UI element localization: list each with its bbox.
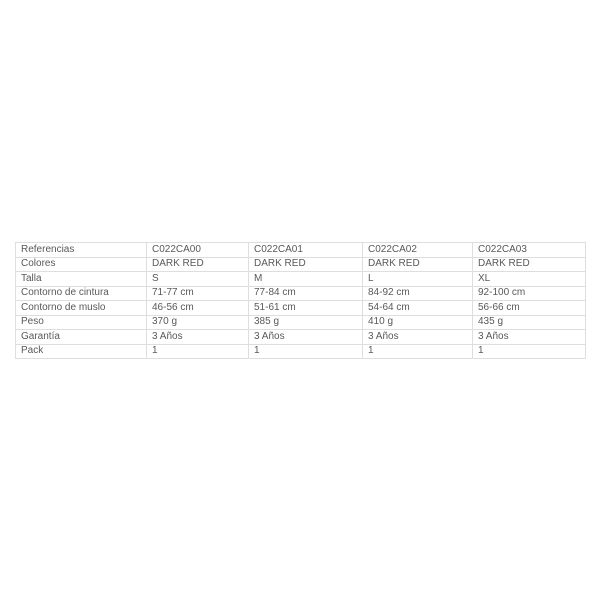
spec-value-cell: 1 <box>249 344 363 359</box>
spec-value-cell: DARK RED <box>147 257 249 272</box>
spec-value-cell: C022CA01 <box>249 243 363 258</box>
spec-value-cell: 1 <box>363 344 473 359</box>
spec-value-cell: 1 <box>147 344 249 359</box>
spec-row-label: Contorno de cintura <box>16 286 147 301</box>
spec-value-cell: C022CA02 <box>363 243 473 258</box>
table-row <box>16 257 586 272</box>
spec-value-cell: DARK RED <box>363 257 473 272</box>
spec-value-cell: C022CA00 <box>147 243 249 258</box>
spec-value-cell: 370 g <box>147 315 249 330</box>
table-row <box>16 330 586 345</box>
table-row <box>16 243 586 258</box>
spec-row-label: Pack <box>16 344 147 359</box>
spec-value-cell: 92-100 cm <box>473 286 586 301</box>
table-row <box>16 272 586 287</box>
spec-row-label: Talla <box>16 272 147 287</box>
table-row <box>16 344 586 359</box>
spec-value-cell: 3 Años <box>363 330 473 345</box>
spec-value-cell: 84-92 cm <box>363 286 473 301</box>
spec-row-label: Referencias <box>16 243 147 258</box>
spec-value-cell: M <box>249 272 363 287</box>
spec-value-cell: C022CA03 <box>473 243 586 258</box>
spec-value-cell: 1 <box>473 344 586 359</box>
spec-row-label: Garantía <box>16 330 147 345</box>
table-row <box>16 286 586 301</box>
spec-row-label: Colores <box>16 257 147 272</box>
spec-value-cell: XL <box>473 272 586 287</box>
spec-value-cell: 385 g <box>249 315 363 330</box>
spec-value-cell: 3 Años <box>249 330 363 345</box>
spec-value-cell: 3 Años <box>473 330 586 345</box>
spec-value-cell: 51-61 cm <box>249 301 363 316</box>
spec-row-label: Contorno de muslo <box>16 301 147 316</box>
spec-value-cell: 435 g <box>473 315 586 330</box>
spec-value-cell: 71-77 cm <box>147 286 249 301</box>
spec-value-cell: DARK RED <box>473 257 586 272</box>
spec-value-cell: 77-84 cm <box>249 286 363 301</box>
spec-row-label: Peso <box>16 315 147 330</box>
specs-table-body <box>16 243 586 359</box>
spec-value-cell: 410 g <box>363 315 473 330</box>
spec-value-cell: 54-64 cm <box>363 301 473 316</box>
spec-value-cell: 46-56 cm <box>147 301 249 316</box>
table-row <box>16 301 586 316</box>
spec-value-cell: L <box>363 272 473 287</box>
table-row <box>16 315 586 330</box>
spec-value-cell: 56-66 cm <box>473 301 586 316</box>
spec-value-cell: S <box>147 272 249 287</box>
spec-value-cell: DARK RED <box>249 257 363 272</box>
spec-value-cell: 3 Años <box>147 330 249 345</box>
product-specs-table <box>15 242 586 359</box>
